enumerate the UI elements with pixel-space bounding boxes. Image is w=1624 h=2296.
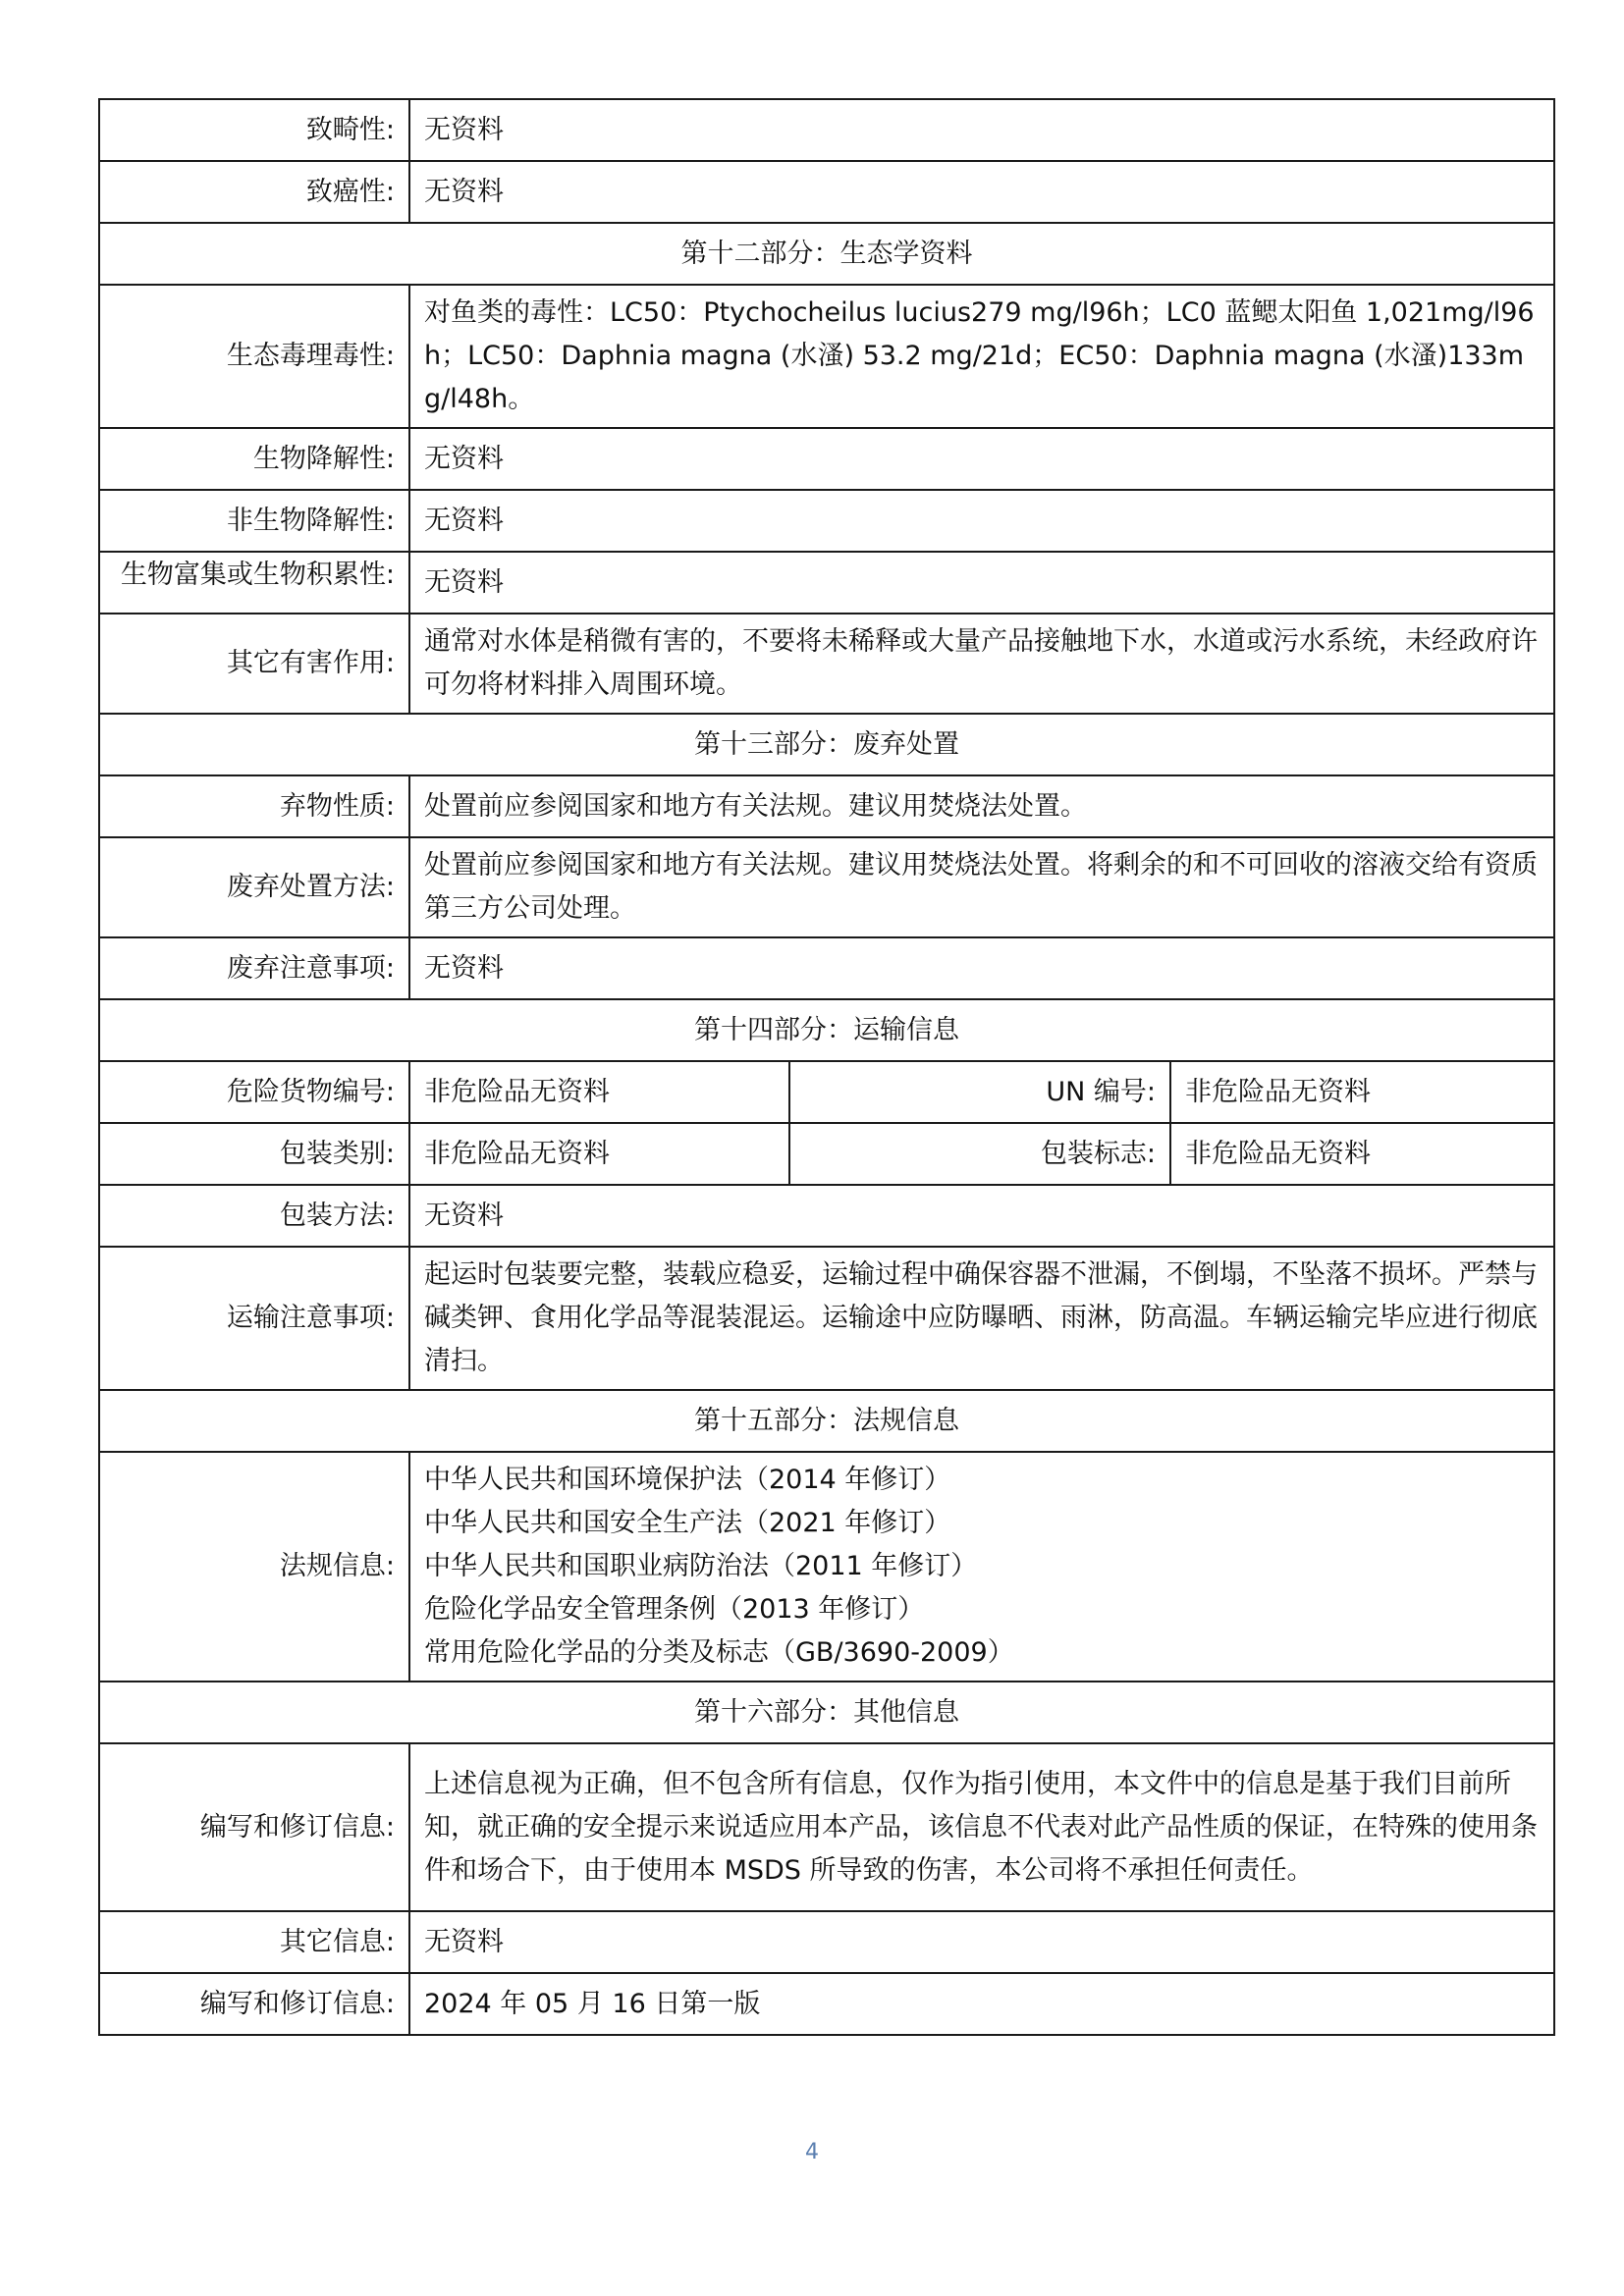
regulations-list bbox=[409, 1452, 1554, 1682]
section-14-title: 第十四部分：运输信息 bbox=[99, 999, 1554, 1061]
pack-group-value: 非危险品无资料 bbox=[409, 1123, 789, 1185]
nonbio-degradability-value: 无资料 bbox=[409, 490, 1554, 552]
table-row bbox=[99, 490, 1554, 552]
teratogenicity-value: 无资料 bbox=[409, 99, 1554, 161]
eco-toxicity-value: 对鱼类的毒性：LC50：Ptychocheilus lucius279 mg/l96h；LC0 蓝鳃太阳鱼 1,021mg/l96h；LC50：Daphnia magna (水溞) 53.2 mg/21d；EC50：Daphnia magna (水溞)133mg/l48h。 bbox=[409, 285, 1554, 428]
other-info-label: 其它信息: bbox=[99, 1911, 409, 1973]
waste-notes-label: 废弃注意事项: bbox=[99, 937, 409, 999]
eco-toxicity-label: 生态毒理毒性: bbox=[99, 285, 409, 428]
other-harm-value: 通常对水体是稍微有害的，不要将未稀释或大量产品接触地下水，水道或污水系统，未经政府许可勿将材料排入周围环境。 bbox=[409, 614, 1554, 714]
page-number: 4 bbox=[805, 2140, 819, 2164]
other-info-value: 无资料 bbox=[409, 1911, 1554, 1973]
pack-method-value: 无资料 bbox=[409, 1185, 1554, 1247]
nonbio-degradability-label: 非生物降解性: bbox=[99, 490, 409, 552]
dg-number-value: 非危险品无资料 bbox=[409, 1061, 789, 1123]
regulation-item: 中华人民共和国安全生产法（2021 年修订） bbox=[424, 1508, 951, 1538]
table-row bbox=[99, 285, 1554, 428]
table-row bbox=[99, 1185, 1554, 1247]
section-13-title: 第十三部分：废弃处置 bbox=[99, 714, 1554, 775]
other-harm-label: 其它有害作用: bbox=[99, 614, 409, 714]
regulation-item: 中华人民共和国环境保护法（2014 年修订） bbox=[424, 1465, 951, 1495]
table-row bbox=[99, 1911, 1554, 1973]
biodegradability-value: 无资料 bbox=[409, 428, 1554, 490]
revision-info-value: 上述信息视为正确，但不包含所有信息，仅作为指引使用，本文件中的信息是基于我们目前所知，就正确的安全提示来说适应用本产品，该信息不代表对此产品性质的保证，在特殊的使用条件和场合下，由于使用本 MSDS 所导致的伤害，本公司将不承担任何责任。 bbox=[409, 1743, 1554, 1911]
teratogenicity-label: 致畸性: bbox=[99, 99, 409, 161]
table-row bbox=[99, 552, 1554, 614]
section-12-title: 第十二部分：生态学资料 bbox=[99, 223, 1554, 285]
un-number-label: UN 编号: bbox=[789, 1061, 1170, 1123]
bioaccumulation-label-cell bbox=[99, 552, 409, 614]
regulations-label: 法规信息: bbox=[99, 1452, 409, 1682]
biodegradability-label: 生物降解性: bbox=[99, 428, 409, 490]
revision-info-label: 编写和修订信息: bbox=[99, 1743, 409, 1911]
table-row bbox=[99, 1973, 1554, 2035]
pack-mark-value: 非危险品无资料 bbox=[1170, 1123, 1554, 1185]
carcinogenicity-label: 致癌性: bbox=[99, 161, 409, 223]
revision-date-value: 2024 年 05 月 16 日第一版 bbox=[409, 1973, 1554, 2035]
pack-method-label: 包装方法: bbox=[99, 1185, 409, 1247]
waste-method-value: 处置前应参阅国家和地方有关法规。建议用焚烧法处置。将剩余的和不可回收的溶液交给有资质第三方公司处理。 bbox=[409, 837, 1554, 937]
section-header-row bbox=[99, 223, 1554, 285]
msds-table bbox=[98, 98, 1555, 2036]
table-row bbox=[99, 1123, 1554, 1185]
table-row bbox=[99, 837, 1554, 937]
waste-nature-label: 弃物性质: bbox=[99, 775, 409, 837]
bioaccumulation-value: 无资料 bbox=[409, 552, 1554, 614]
table-row bbox=[99, 99, 1554, 161]
waste-nature-value: 处置前应参阅国家和地方有关法规。建议用焚烧法处置。 bbox=[409, 775, 1554, 837]
revision-date-label: 编写和修订信息: bbox=[99, 1973, 409, 2035]
transport-notes-value: 起运时包装要完整，装载应稳妥，运输过程中确保容器不泄漏，不倒塌，不坠落不损坏。严禁与碱类钾、食用化学品等混装混运。运输途中应防曝晒、雨淋，防高温。车辆运输完毕应进行彻底清扫。 bbox=[409, 1247, 1554, 1390]
table-row bbox=[99, 1743, 1554, 1911]
pack-mark-label: 包装标志: bbox=[789, 1123, 1170, 1185]
dg-number-label: 危险货物编号: bbox=[99, 1061, 409, 1123]
carcinogenicity-value: 无资料 bbox=[409, 161, 1554, 223]
regulation-item: 中华人民共和国职业病防治法（2011 年修订） bbox=[424, 1551, 978, 1581]
table-row bbox=[99, 1452, 1554, 1682]
transport-notes-label: 运输注意事项: bbox=[99, 1247, 409, 1390]
section-16-title: 第十六部分：其他信息 bbox=[99, 1682, 1554, 1743]
section-header-row bbox=[99, 1682, 1554, 1743]
section-header-row bbox=[99, 1390, 1554, 1452]
regulation-item: 常用危险化学品的分类及标志（GB/3690-2009） bbox=[424, 1637, 1014, 1668]
pack-group-label: 包装类别: bbox=[99, 1123, 409, 1185]
table-row bbox=[99, 775, 1554, 837]
bioaccumulation-label: 生物富集或生物积累性: bbox=[120, 561, 395, 590]
waste-method-label: 废弃处置方法: bbox=[99, 837, 409, 937]
table-row bbox=[99, 161, 1554, 223]
table-row bbox=[99, 428, 1554, 490]
table-row bbox=[99, 937, 1554, 999]
regulation-item: 危险化学品安全管理条例（2013 年修订） bbox=[424, 1594, 925, 1625]
waste-notes-value: 无资料 bbox=[409, 937, 1554, 999]
table-row bbox=[99, 1061, 1554, 1123]
table-row bbox=[99, 1247, 1554, 1390]
section-header-row bbox=[99, 714, 1554, 775]
section-15-title: 第十五部分：法规信息 bbox=[99, 1390, 1554, 1452]
table-row bbox=[99, 614, 1554, 714]
un-number-value: 非危险品无资料 bbox=[1170, 1061, 1554, 1123]
section-header-row bbox=[99, 999, 1554, 1061]
